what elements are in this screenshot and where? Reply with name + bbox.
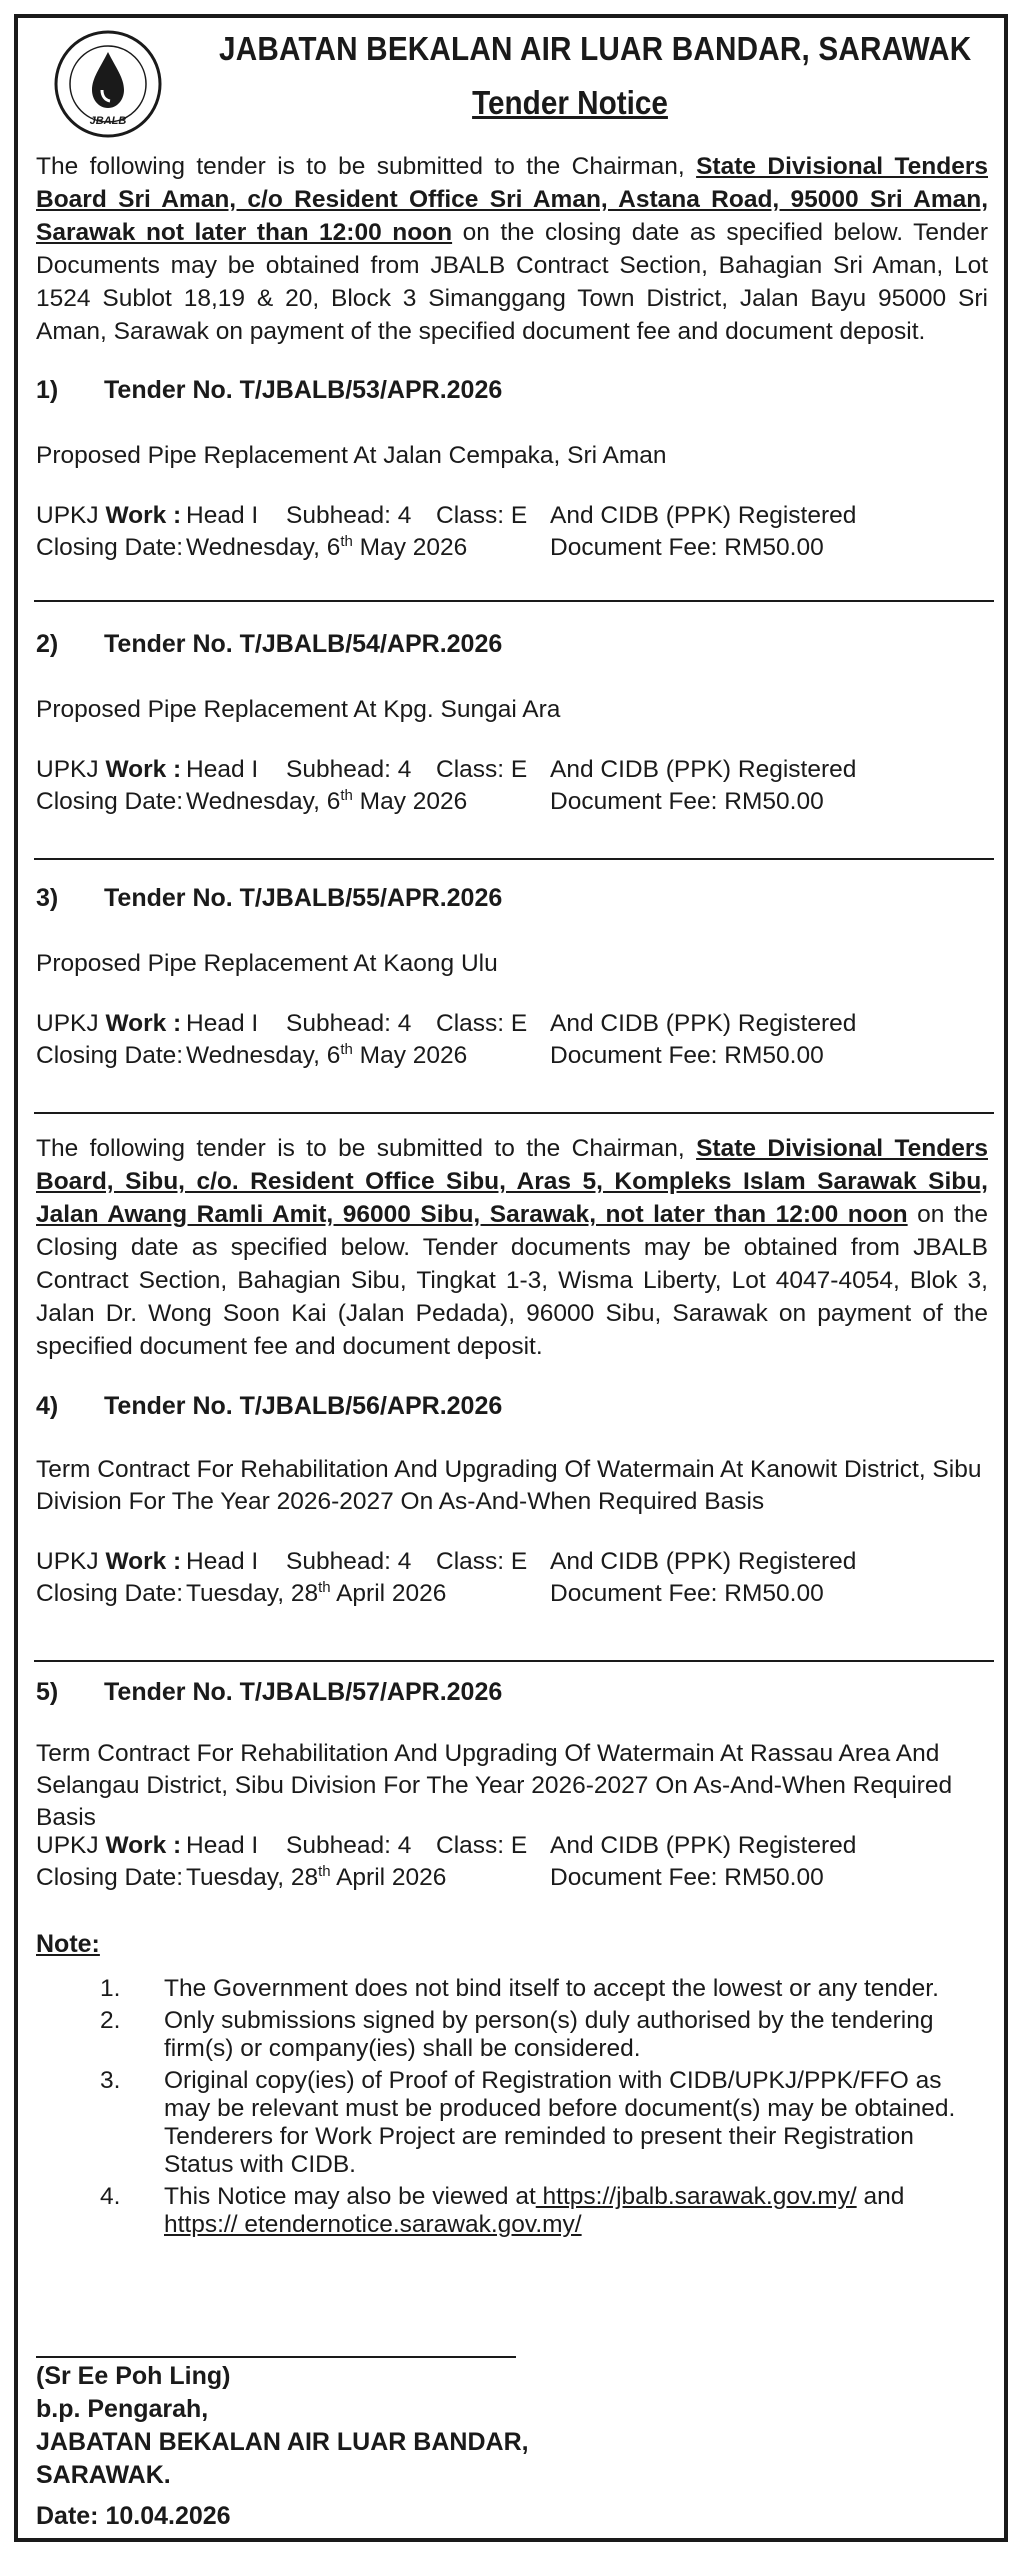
divider [34, 1112, 994, 1114]
etender-website-link[interactable]: https:// etendernotice.sarawak.gov.my/ [164, 2211, 582, 2238]
signatory-org: JABATAN BEKALAN AIR LUAR BANDAR, [36, 2428, 529, 2456]
tender-details-1: UPKJ Work : Head I Subhead: 4 Class: E And CIDB (PPK) Registered Closing Date: Wednesday, 6th May 2026 Document Fee: RM50.00 [36, 502, 857, 561]
tender-title-2: Proposed Pipe Replacement At Kpg. Sungai Ara [36, 696, 561, 723]
tender-heading-4: 4) Tender No. T/JBALB/56/APR.2026 [36, 1392, 503, 1420]
signatory-state: SARAWAK. [36, 2461, 171, 2489]
jbalb-website-link[interactable]: https://jbalb.sarawak.gov.my/ [535, 2183, 857, 2210]
tender-title-3: Proposed Pipe Replacement At Kaong Ulu [36, 950, 498, 977]
notes-list [100, 1975, 980, 2243]
jbalb-logo [52, 28, 164, 140]
note-label: Note: [36, 1930, 100, 1958]
tender-title-5: Term Contract For Rehabilitation And Upgrading Of Watermain At Rassau Area And Selangau District, Sibu Division For The Year 2026-2027 On As-And-When Required Basis [36, 1740, 953, 1831]
tender-heading-3: 3) Tender No. T/JBALB/55/APR.2026 [36, 884, 503, 912]
intro-paragraph-sri-aman: The following tender is to be submitted to the Chairman, State Divisional Tenders Board Sri Aman, c/o Resident Office Sri Aman, Astana Road, 95000 Sri Aman, Sarawak not later than 12:00 noon on the closing date as specified below. Tender Documents may be obtained from JBALB Contract Section, Bahagian Sri Aman, Lot 1524 Sublot 18,19 & 20, Block 3 Simanggang Town District, Jalan Bayu 95000 Sri Aman, Sarawak on payment of the specified document fee and document deposit. [36, 153, 988, 345]
tender-title-1: Proposed Pipe Replacement At Jalan Cempaka, Sri Aman [36, 442, 667, 469]
tender-details-5: UPKJ Work : Head I Subhead: 4 Class: E And CIDB (PPK) Registered Closing Date: Tuesday, 28th April 2026 Document Fee: RM50.00 [36, 1832, 857, 1891]
tender-details-3: UPKJ Work : Head I Subhead: 4 Class: E And CIDB (PPK) Registered Closing Date: Wednesday, 6th May 2026 Document Fee: RM50.00 [36, 1010, 857, 1069]
intro-paragraph-sibu: The following tender is to be submitted to the Chairman, State Divisional Tenders Board, Sibu, c/o. Resident Office Sibu, Aras 5, Kompleks Islam Sarawak Sibu, Jalan Awang Ramli Amit, 96000 Sibu, Sarawak, not later than 12:00 noon on the Closing date as specified below. Tender documents may be obtained from JBALB Contract Section, Bahagian Sibu, Tingkat 1-3, Wisma Liberty, Lot 4047-4054, Blok 3, Jalan Dr. Wong Soon Kai (Jalan Pedada), 96000 Sibu, Sarawak on payment of the specified document fee and document deposit. [36, 1135, 988, 1360]
note-item-4: 4. This Notice may also be viewed at https://jbalb.sarawak.gov.my/ and https:// etendernotice.sarawak.gov.my/ [100, 2183, 905, 2238]
note-item-3: 3. Original copy(ies) of Proof of Registration with CIDB/UPKJ/PPK/FFO as may be relevant must be produced before document(s) may be obtained. Tenderers for Work Project are reminded to present their Registration Status with CIDB. [100, 2067, 956, 2178]
signatory-role: b.p. Pengarah, [36, 2395, 209, 2423]
tender-heading-1: 1) Tender No. T/JBALB/53/APR.2026 [36, 376, 503, 404]
divider [34, 600, 994, 602]
organization-title: JABATAN BEKALAN AIR LUAR BANDAR, SARAWAK [219, 30, 972, 67]
tender-details-4: UPKJ Work : Head I Subhead: 4 Class: E And CIDB (PPK) Registered Closing Date: Tuesday, 28th April 2026 Document Fee: RM50.00 [36, 1548, 857, 1607]
divider [34, 858, 994, 860]
tender-heading-5: 5) Tender No. T/JBALB/57/APR.2026 [36, 1678, 503, 1706]
tender-details-2: UPKJ Work : Head I Subhead: 4 Class: E And CIDB (PPK) Registered Closing Date: Wednesday, 6th May 2026 Document Fee: RM50.00 [36, 756, 857, 815]
notice-date: Date: 10.04.2026 [36, 2502, 231, 2530]
signature-line [36, 2356, 516, 2358]
note-item-2: 2. Only submissions signed by person(s) duly authorised by the tendering firm(s) or company(ies) shall be considered. [100, 2007, 934, 2062]
signature-block [36, 2360, 529, 2492]
svg-text:JBALB: JBALB [89, 115, 127, 127]
signatory-name: (Sr Ee Poh Ling) [36, 2362, 231, 2390]
notice-title: Tender Notice [472, 84, 668, 121]
tender-heading-2: 2) Tender No. T/JBALB/54/APR.2026 [36, 630, 503, 658]
divider [34, 1660, 994, 1662]
tender-title-4: Term Contract For Rehabilitation And Upgrading Of Watermain At Kanowit District, Sibu Division For The Year 2026-2027 On As-And-When Required Basis [36, 1456, 982, 1515]
note-item-1: 1. The Government does not bind itself to accept the lowest or any tender. [100, 1975, 939, 2002]
